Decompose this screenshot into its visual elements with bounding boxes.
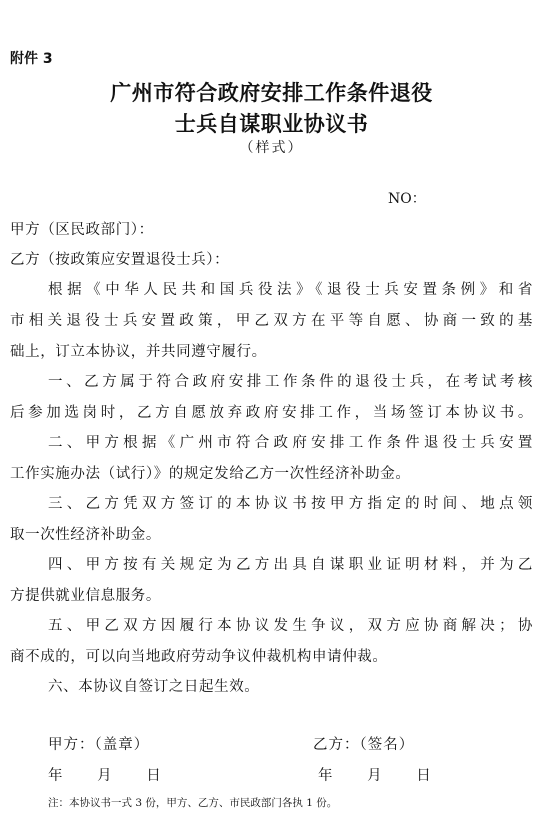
body-line: 一、乙方属于符合政府安排工作条件的退役士兵，在考试考核 (48, 374, 533, 390)
number-label: NO： (388, 191, 426, 207)
body-line: 六、本协议自签订之日起生效。 (48, 679, 260, 695)
party-b-signature: 乙方：（签名） (313, 737, 415, 753)
body-line: 础上，订立本协议，并共同遵守履行。 (10, 344, 267, 360)
document-title-line-2: 士兵自谋职业协议书 (174, 112, 369, 136)
body-line: 市相关退役士兵安置政策，甲乙双方在平等自愿、协商一致的基 (10, 313, 533, 329)
body-line: 五、甲乙双方因履行本协议发生争议，双方应协商解决；协 (48, 618, 533, 634)
body-line: 根据《中华人民共和国兵役法》《退役士兵安置条例》和省 (48, 282, 533, 298)
body-line: 商不成的，可以向当地政府劳动争议仲裁机构申请仲裁。 (10, 649, 388, 665)
party-a-line: 甲方（区民政部门）： (10, 222, 154, 238)
attachment-label: 附件 3 (10, 51, 53, 67)
body-line: 方提供就业信息服务。 (10, 588, 161, 604)
document-title-line-1: 广州市符合政府安排工作条件退役 (110, 81, 433, 105)
party-a-signature: 甲方：（盖章） (48, 737, 150, 753)
body-line: 四、甲方按有关规定为乙方出具自谋职业证明材料，并为乙 (48, 557, 533, 573)
body-line: 二、甲方根据《广州市符合政府安排工作条件退役士兵安置 (48, 435, 533, 451)
party-a-date: 年 月 日 (48, 768, 162, 784)
party-b-line: 乙方（按政策应安置退役士兵）： (10, 252, 230, 268)
body-line: 工作实施办法（试行）》的规定发给乙方一次性经济补助金。 (10, 466, 411, 482)
footnote: 注：本协议书一式 3 份，甲方、乙方、市民政部门各执 1 份。 (48, 797, 338, 809)
body-line: 三、乙方凭双方签订的本协议书按甲方指定的时间、地点领 (48, 496, 533, 512)
party-b-date: 年 月 日 (318, 768, 432, 784)
body-line: 后参加选岗时，乙方自愿放弃政府安排工作，当场签订本协议书。 (10, 405, 533, 421)
document-subtitle: （样式） (239, 140, 304, 156)
body-line: 取一次性经济补助金。 (10, 527, 161, 543)
